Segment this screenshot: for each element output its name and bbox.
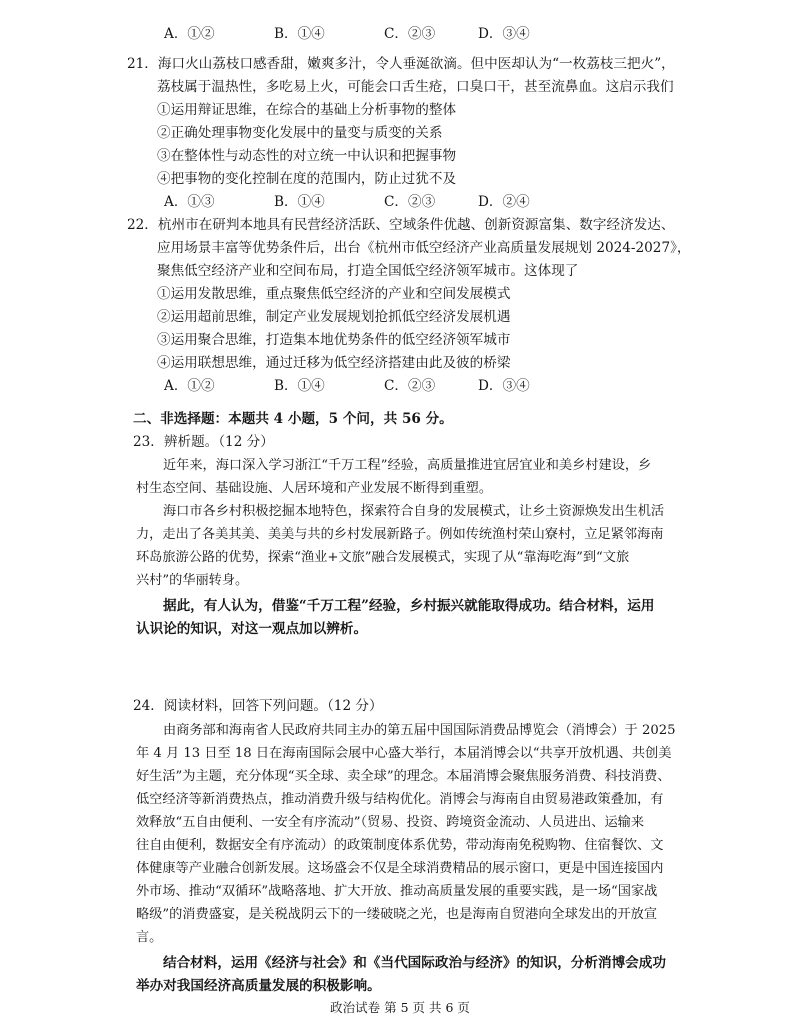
q24-task-line-2: 举办对我国经济高质量发展的积极影响。: [136, 978, 381, 994]
section-heading: 二、非选择题：本题共 4 小题，5 个问，共 56 分。: [133, 411, 453, 427]
q22-option-d: D．③④: [478, 378, 530, 394]
q24-p1-line-6: 往自由便利，数据安全有序流动）的政策制度体系优势，带动海南免税购物、住宿餐饮、文: [136, 838, 664, 853]
q22-stem-line-1: 22．杭州市在研判本地具有民营经济活跃、空域条件优越、创新资源富集、数字经济发达、: [127, 217, 675, 233]
q22-option-a: A．①②: [164, 378, 215, 394]
q22-item-1: ①运用发散思维，重点聚焦低空经济的产业和空间发展模式: [157, 286, 511, 302]
q20-option-a: A．①②: [164, 26, 215, 42]
page-footer: 政治试卷 第 5 页 共 6 页: [330, 1000, 470, 1015]
q24-p1-line-5: 效释放“五自由便利、一安全有序流动”（贸易、投资、跨境资金流动、人员进出、运输来: [136, 815, 645, 830]
q21-item-4: ④把事物的变化控制在度的范围内，防止过犹不及: [157, 171, 457, 187]
q24-task-line-1: 结合材料，运用《经济与社会》和《当代国际政治与经济》的知识，分析消博会成功: [163, 955, 666, 971]
q23-p1-line-1: 近年来，海口深入学习浙江“千万工程”经验，高质量推进宜居宜业和美乡村建设，乡: [163, 458, 652, 473]
q24-p1-line-10: 言。: [136, 930, 163, 945]
q24-title: 24．阅读材料，回答下列问题。（12 分）: [133, 698, 383, 714]
q22-item-2: ②运用超前思维，制定产业发展规划抢抓低空经济发展机遇: [157, 309, 511, 325]
q21-option-c: C．②③: [384, 194, 436, 210]
q22-option-b: B．①④: [274, 378, 325, 394]
q20-option-d: D．③④: [478, 26, 530, 42]
q21-stem-line-2: 荔枝属于温热性，多吃易上火，可能会口舌生疮，口臭口干，甚至流鼻血。这启示我们: [157, 79, 674, 95]
q24-p1-line-9: 略级”的消费盛宴，是关税战阴云下的一缕破晓之光，也是海南自贸港向全球发出的开放宣: [136, 907, 658, 922]
q22-stem-line-3: 聚焦低空经济产业和空间布局，打造全国低空经济领军城市。这体现了: [157, 263, 579, 279]
q21-item-1: ①运用辩证思维，在综合的基础上分析事物的整体: [157, 102, 457, 118]
q21-option-d: D．②④: [478, 194, 530, 210]
q21-option-b: B．①④: [274, 194, 325, 210]
q23-task-line-1: 据此，有人认为，借鉴“千万工程”经验，乡村振兴就能取得成功。结合材料，运用: [163, 598, 655, 614]
q24-p1-line-2: 年 4 月 13 日至 18 日在海南国际会展中心盛大举行，本届消博会以“共享开放机遇、共创美: [136, 746, 672, 761]
q21-stem-line-1: 21．海口火山荔枝口感香甜，嫩爽多汁，令人垂涎欲滴。但中医却认为“一枚荔枝三把火”，: [127, 56, 675, 72]
q20-option-c: C．②③: [384, 26, 436, 42]
q24-p1-line-7: 体健康等产业融合创新发展。这场盛会不仅是全球消费精品的展示窗口，更是中国连接国内: [136, 861, 664, 876]
q23-p2-line-4: 兴村”的华丽转身。: [136, 573, 249, 588]
q22-item-3: ③运用聚合思维，打造集本地优势条件的低空经济领军城市: [157, 332, 511, 348]
q22-option-c: C．②③: [384, 378, 436, 394]
q21-item-2: ②正确处理事物变化发展中的量变与质变的关系: [157, 125, 443, 141]
q22-stem-line-2: 应用场景丰富等优势条件后，出台《杭州市低空经济产业高质量发展规划 2024-2027》，: [157, 240, 691, 256]
q23-p2-line-2: 力，走出了各美其美、美美与共的乡村发展新路子。例如传统渔村荣山寮村，立足紧邻海南: [136, 527, 664, 542]
q23-p2-line-3: 环岛旅游公路的优势，探索“渔业+文旅”融合发展模式，实现了从“靠海吃海”到“文旅: [136, 550, 630, 565]
q24-p1-line-8: 外市场、推动“双循环”战略落地、扩大开放、推动高质量发展的重要实践，是一场“国家战: [136, 884, 658, 899]
q23-p1-line-2: 村生态空间、基础设施、人居环境和产业发展不断得到重塑。: [136, 481, 493, 496]
q20-option-b: B．①④: [274, 26, 325, 42]
q23-p2-line-1: 海口市各乡村积极挖掘本地特色，探索符合自身的发展模式，让乡土资源焕发出生机活: [163, 504, 665, 519]
q22-item-4: ④运用联想思维，通过迁移为低空经济搭建由此及彼的桥梁: [157, 355, 511, 371]
q23-task-line-2: 认识论的知识，对这一观点加以辨析。: [136, 621, 368, 637]
q24-p1-line-1: 由商务部和海南省人民政府共同主办的第五届中国国际消费品博览会（消博会）于 2025: [163, 723, 676, 738]
q23-title: 23．辨析题。（12 分）: [133, 434, 274, 450]
q24-p1-line-4: 低空经济等新消费热点，推动消费升级与结构优化。消博会与海南自由贸易港政策叠加，有: [136, 792, 664, 807]
q24-p1-line-3: 好生活”为主题，充分体现“买全球、卖全球”的理念。本届消博会聚焦服务消费、科技消费、: [136, 769, 671, 784]
q21-item-3: ③在整体性与动态性的对立统一中认识和把握事物: [157, 148, 457, 164]
q21-option-a: A．①③: [164, 194, 215, 210]
